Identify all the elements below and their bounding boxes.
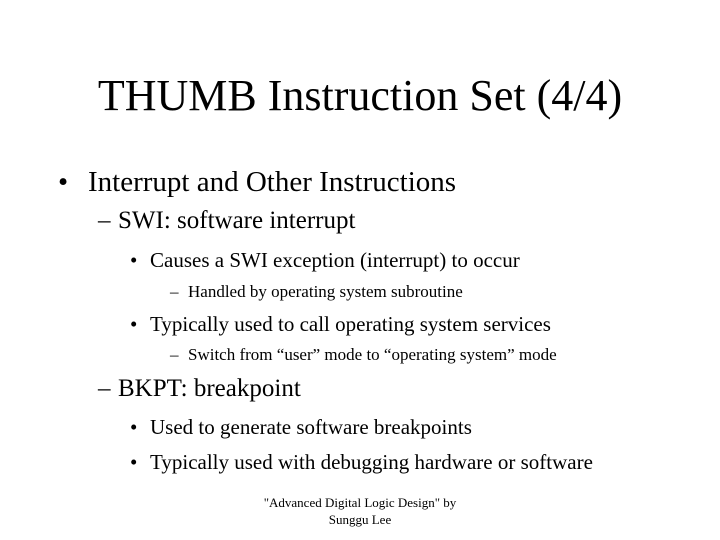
bullet-handled-by-os — [170, 281, 463, 303]
dash-marker: – — [170, 282, 179, 301]
bullet-bkpt — [98, 374, 301, 404]
bullet-marker: • — [130, 312, 138, 336]
bullet-text: Handled by operating system subroutine — [188, 282, 463, 301]
bullet-swi — [98, 206, 355, 236]
slide-footer — [0, 494, 720, 528]
bullet-text: SWI: software interrupt — [118, 207, 356, 234]
footer-line-1: "Advanced Digital Logic Design" by — [263, 495, 457, 510]
dash-marker: – — [98, 207, 111, 234]
bullet-marker: • — [58, 166, 69, 198]
bullet-text: Used to generate software breakpoints — [150, 415, 472, 439]
bullet-text: Typically used to call operating system services — [150, 312, 551, 336]
bullet-text: Switch from “user” mode to “operating system” mode — [188, 345, 557, 364]
bullet-text: Interrupt and Other Instructions — [88, 166, 457, 198]
bullet-marker: • — [130, 450, 138, 474]
bullet-causes-swi-exception — [130, 247, 520, 273]
dash-marker: – — [98, 375, 111, 402]
slide-title: THUMB Instruction Set (4/4) — [97, 71, 623, 120]
bullet-marker: • — [130, 415, 138, 439]
bullet-switch-mode — [170, 344, 557, 366]
bullet-generate-breakpoints — [130, 414, 472, 440]
bullet-text: Typically used with debugging hardware or software — [150, 450, 593, 474]
bullet-text: Causes a SWI exception (interrupt) to occur — [150, 248, 520, 272]
footer-line-2: Sunggu Lee — [328, 512, 392, 527]
bullet-text: BKPT: breakpoint — [118, 375, 301, 402]
bullet-interrupt-and-other — [58, 165, 456, 199]
bullet-marker: • — [130, 248, 138, 272]
dash-marker: – — [170, 345, 179, 364]
bullet-call-os-services — [130, 311, 551, 337]
bullet-debugging-hardware — [130, 449, 593, 475]
